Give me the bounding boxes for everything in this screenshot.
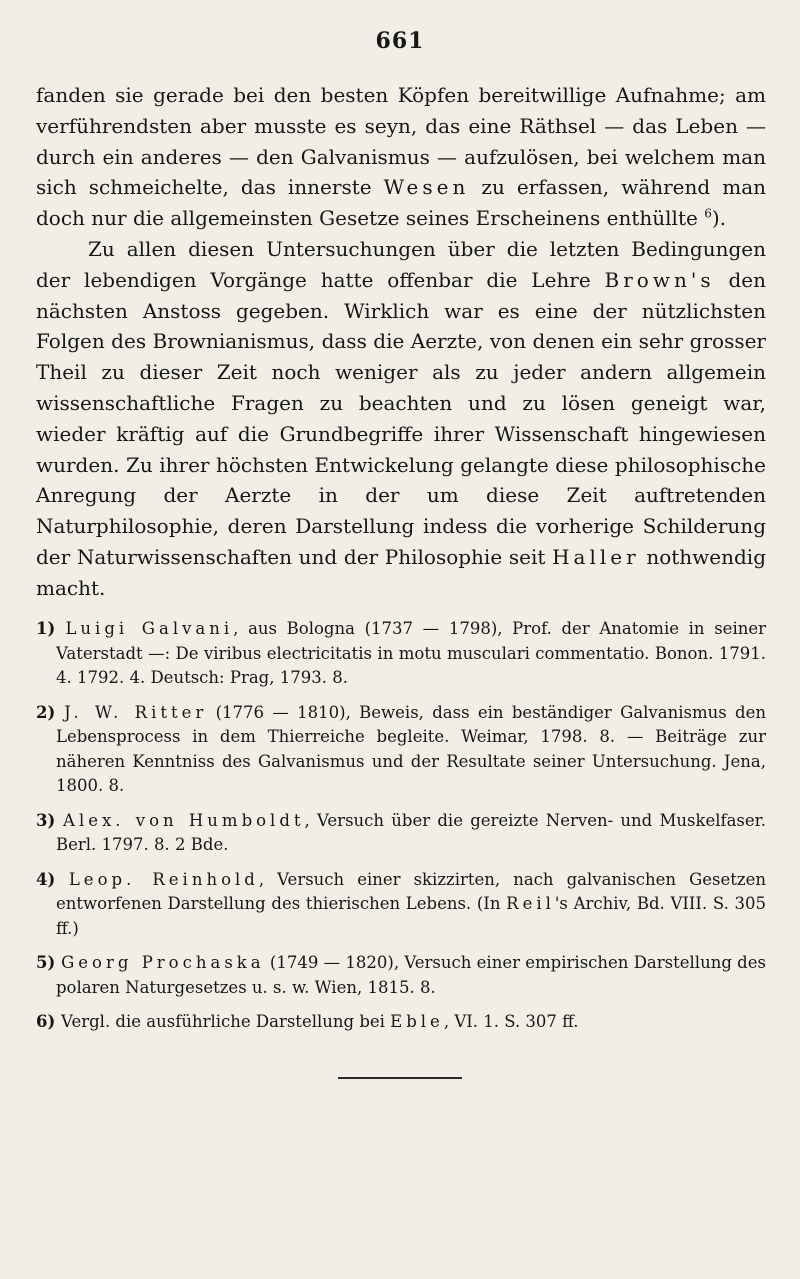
footnote-number: 1) (36, 619, 66, 638)
spaced-name: Wesen (383, 175, 470, 200)
footnote (36, 701, 766, 799)
spaced-name: Haller (552, 544, 640, 569)
text-run: (1749 — 1820), Versuch einer empirischen Darstellung des polaren Naturgesetzes u. s. w. Wien, 1815. 8. (56, 953, 766, 997)
spaced-name: Georg Prochaska (61, 953, 265, 972)
text-run: 's Archiv, Bd. VIII. S. 305 ff.) (56, 894, 766, 938)
footnote-number: 3) (36, 810, 64, 830)
spaced-name: Leop. Reinhold (68, 869, 259, 889)
page-number: 661 (375, 28, 425, 54)
footnote-number: 4) (36, 869, 69, 889)
text-run: Vergl. die ausführliche Darstellung bei (61, 1012, 391, 1031)
text-run: zu erfassen, während man doch nur die allgemeinsten Gesetze seines Erscheinens enthüllte (36, 175, 766, 231)
spaced-name: Reil (506, 894, 555, 913)
spaced-name: Alex. von Humboldt (63, 810, 305, 830)
footnote-number: 6) (36, 1012, 62, 1031)
text-run: , Versuch über die gereizte Nerven- und Muskelfaser. Berl. 1797. 8. 2 Bde. (56, 810, 766, 854)
text-run: den nächsten Anstoss gegeben. Wirklich war es eine der nützlichsten Folgen des Brownianismus, dass die Aerzte, von denen ein sehr grosser Theil zu dieser Zeit noch weniger als zu jeder andern allgemein wissenschaftliche Fragen zu beachten und zu lösen geneigt war, wieder kräftig auf die Grundbegriffe ihrer Wissenschaft hingewiesen wurden. Zu ihrer höchsten Entwickelung gelangte diese philosophische Anregung der Aerzte in der um diese Zeit auftretenden Naturphilosophie, deren Darstellung indess die vorherige Schilderung der Naturwissenschaften und der Philosophie seit (36, 267, 766, 569)
footnote (36, 809, 766, 858)
spaced-name: Eble (390, 1012, 444, 1031)
spaced-name: Brown's (604, 267, 715, 292)
spaced-name: J. W. Ritter (64, 702, 208, 722)
footnote (36, 951, 766, 1000)
footnote-number: 5) (36, 953, 62, 972)
text-run: nothwendig macht. (36, 544, 766, 600)
footnote-reference: 6 (704, 206, 712, 221)
text-run: , Versuch einer skizzirten, nach galvanischen Gesetzen entworfenen Darstellung des thierischen Lebens. (In (56, 869, 766, 913)
body-text (36, 80, 766, 604)
text-run: , aus Bologna (1737 — 1798), Prof. der Anatomie in seiner Vaterstadt —: De viribus electricitatis in motu musculari commentatio. Bonon. 1791. 4. 1792. 4. Deutsch: Prag, 1793. 8. (56, 619, 766, 687)
text-run: Zu allen diesen Untersuchungen über die letzten Bedingungen der lebendigen Vorgänge hatte offenbar die Lehre (36, 236, 766, 292)
footnote (36, 617, 766, 691)
paragraph (36, 234, 766, 604)
footnotes (36, 617, 766, 1045)
text-run: fanden sie gerade bei den besten Köpfen bereitwillige Aufnahme; am verführendsten aber musste es seyn, das eine Räthsel — das Leben — durch ein anderes — den Galvanismus — aufzulösen, bei welchem man sich schmeichelte, das innerste (36, 83, 766, 200)
text-run: , VI. 1. S. 307 ff. (443, 1012, 579, 1031)
text-run: ). (711, 206, 726, 231)
paragraph (36, 80, 766, 234)
footnote-number: 2) (36, 702, 65, 722)
footnote (36, 1010, 766, 1035)
footnote (36, 868, 766, 942)
text-run: (1776 — 1810), Beweis, dass ein beständiger Galvanismus den Lebensprocess in dem Thierreiche begleite. Weimar, 1798. 8. — Beiträge zur näheren Kenntniss des Galvanismus und der Resultate seiner Untersuchung. Jena, 1800. 8. (56, 702, 766, 795)
end-rule (338, 1077, 462, 1079)
spaced-name: Luigi Galvani (65, 619, 234, 638)
